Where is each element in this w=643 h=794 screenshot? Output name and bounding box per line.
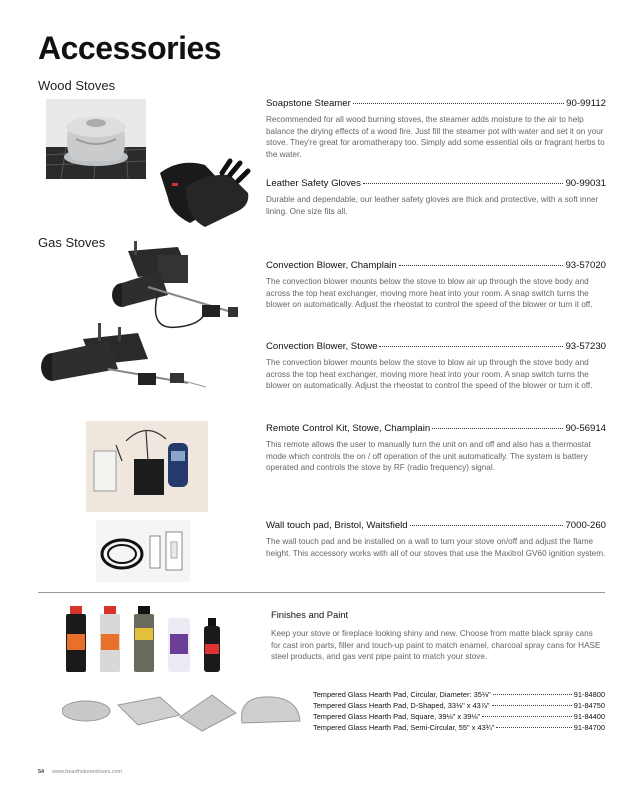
stowe-blower-photo — [38, 321, 208, 421]
hearth-pad-name: Tempered Glass Hearth Pad, Square, 39⅛" x 39⅛" — [313, 712, 481, 721]
product-description: Durable and dependable, our leather safety gloves are thick and protective, with a soft inner lining. One size fits all. — [266, 195, 599, 216]
product-description: The convection blower mounts below the stove to blow air up through the stove body and across the top heat exchanger, moving more heat into your room. A snap switch turns the blower on automatically. Adjust the rheostat to control the speed of the blower or turn it off. — [266, 277, 593, 309]
hearth-pad-list — [313, 690, 605, 732]
product-convection-blower-champlain — [266, 260, 606, 311]
hearth-pad-name: Tempered Glass Hearth Pad, Semi-Circular, 55" x 43¾" — [313, 723, 495, 732]
product-code: 93-57020 — [565, 260, 606, 271]
product-description: The wall touch pad and be installed on a wall to turn your stove on/off and adjust the flame height. This accessory works with all of our stoves that use the Maxitrol GV60 ignition system. — [266, 537, 606, 558]
soapstone-steamer-photo — [46, 99, 146, 179]
hearth-pad-code: 91-84800 — [573, 690, 605, 699]
hearth-pads-photo — [62, 691, 302, 733]
product-code: 90-99031 — [565, 178, 606, 189]
page-number: 54 — [38, 769, 45, 775]
hearth-pad-code: 91-84400 — [573, 712, 605, 721]
hearth-pad-code: 91-84750 — [573, 701, 605, 710]
product-description: This remote allows the user to manually turn the unit on and off and also has a thermostat mode which controls the on / off operation of the unit automatically. The system is battery operated and controls the stove by RF (radio frequency) signal. — [266, 440, 591, 472]
product-code: 7000-260 — [565, 520, 606, 531]
product-name: Leather Safety Gloves — [266, 178, 361, 189]
product-name: Wall touch pad, Bristol, Waitsfield — [266, 520, 408, 531]
finishes-title: Finishes and Paint — [271, 609, 349, 620]
remote-control-kit-photo — [86, 421, 208, 512]
section-divider — [38, 592, 605, 593]
leather-gloves-photo — [150, 153, 252, 231]
product-remote-control-kit — [266, 423, 606, 474]
product-name: Remote Control Kit, Stowe, Champlain — [266, 423, 431, 434]
hearth-pad-row — [313, 723, 605, 732]
product-name: Soapstone Steamer — [266, 98, 351, 109]
product-wall-touch-pad — [266, 520, 606, 559]
hearth-pad-row — [313, 690, 605, 699]
product-soapstone-steamer — [266, 98, 606, 160]
product-name: Convection Blower, Stowe — [266, 341, 378, 352]
product-code: 90-56914 — [565, 423, 606, 434]
wall-touch-pad-photo — [96, 520, 190, 582]
hearth-pad-name: Tempered Glass Hearth Pad, D-Shaped, 33⅛" x 43⅞" — [313, 701, 490, 710]
hearth-pad-name: Tempered Glass Hearth Pad, Circular, Diameter: 35⅛" — [313, 690, 491, 699]
product-description: The convection blower mounts below the stove to blow air up through the stove body and across the top heat exchanger, moving more heat into your room. A snap switch turns the blower on automatically. Adjust the rheostat to control the speed of the blower or turn it off. — [266, 358, 593, 390]
product-convection-blower-stowe — [266, 341, 606, 392]
hearth-pad-row — [313, 712, 605, 721]
page-title: Accessories — [38, 30, 222, 66]
hearth-pad-code: 91-84700 — [573, 723, 605, 732]
product-name: Convection Blower, Champlain — [266, 260, 397, 271]
product-code: 93-57230 — [565, 341, 606, 352]
website-url: www.hearthstonestoves.com — [52, 769, 123, 775]
product-code: 90-99112 — [566, 98, 606, 109]
product-description: Recommended for all wood burning stoves, the steamer adds moisture to the air to help balance the drying effects of a wood fire. Just fill the steamer pot with water and set it on your stove. They're great for aromatherapy too. Simply add some essential oils or fragrant herbs to the water. — [266, 115, 605, 159]
finishes-description: Keep your stove or fireplace looking shiny and new. Choose from matte black spray cans for cast iron parts, filler and touch-up paint to match enamel, charcoal spray cans for HASE steel products, and gas vent pipe paint to match your stove. — [271, 629, 601, 661]
paint-cans-photo — [62, 604, 234, 676]
page-footer — [38, 769, 122, 775]
section-heading-gas-stoves: Gas Stoves — [38, 235, 106, 250]
section-heading-wood-stoves: Wood Stoves — [38, 78, 116, 93]
hearth-pad-row — [313, 701, 605, 710]
product-leather-gloves — [266, 178, 606, 217]
